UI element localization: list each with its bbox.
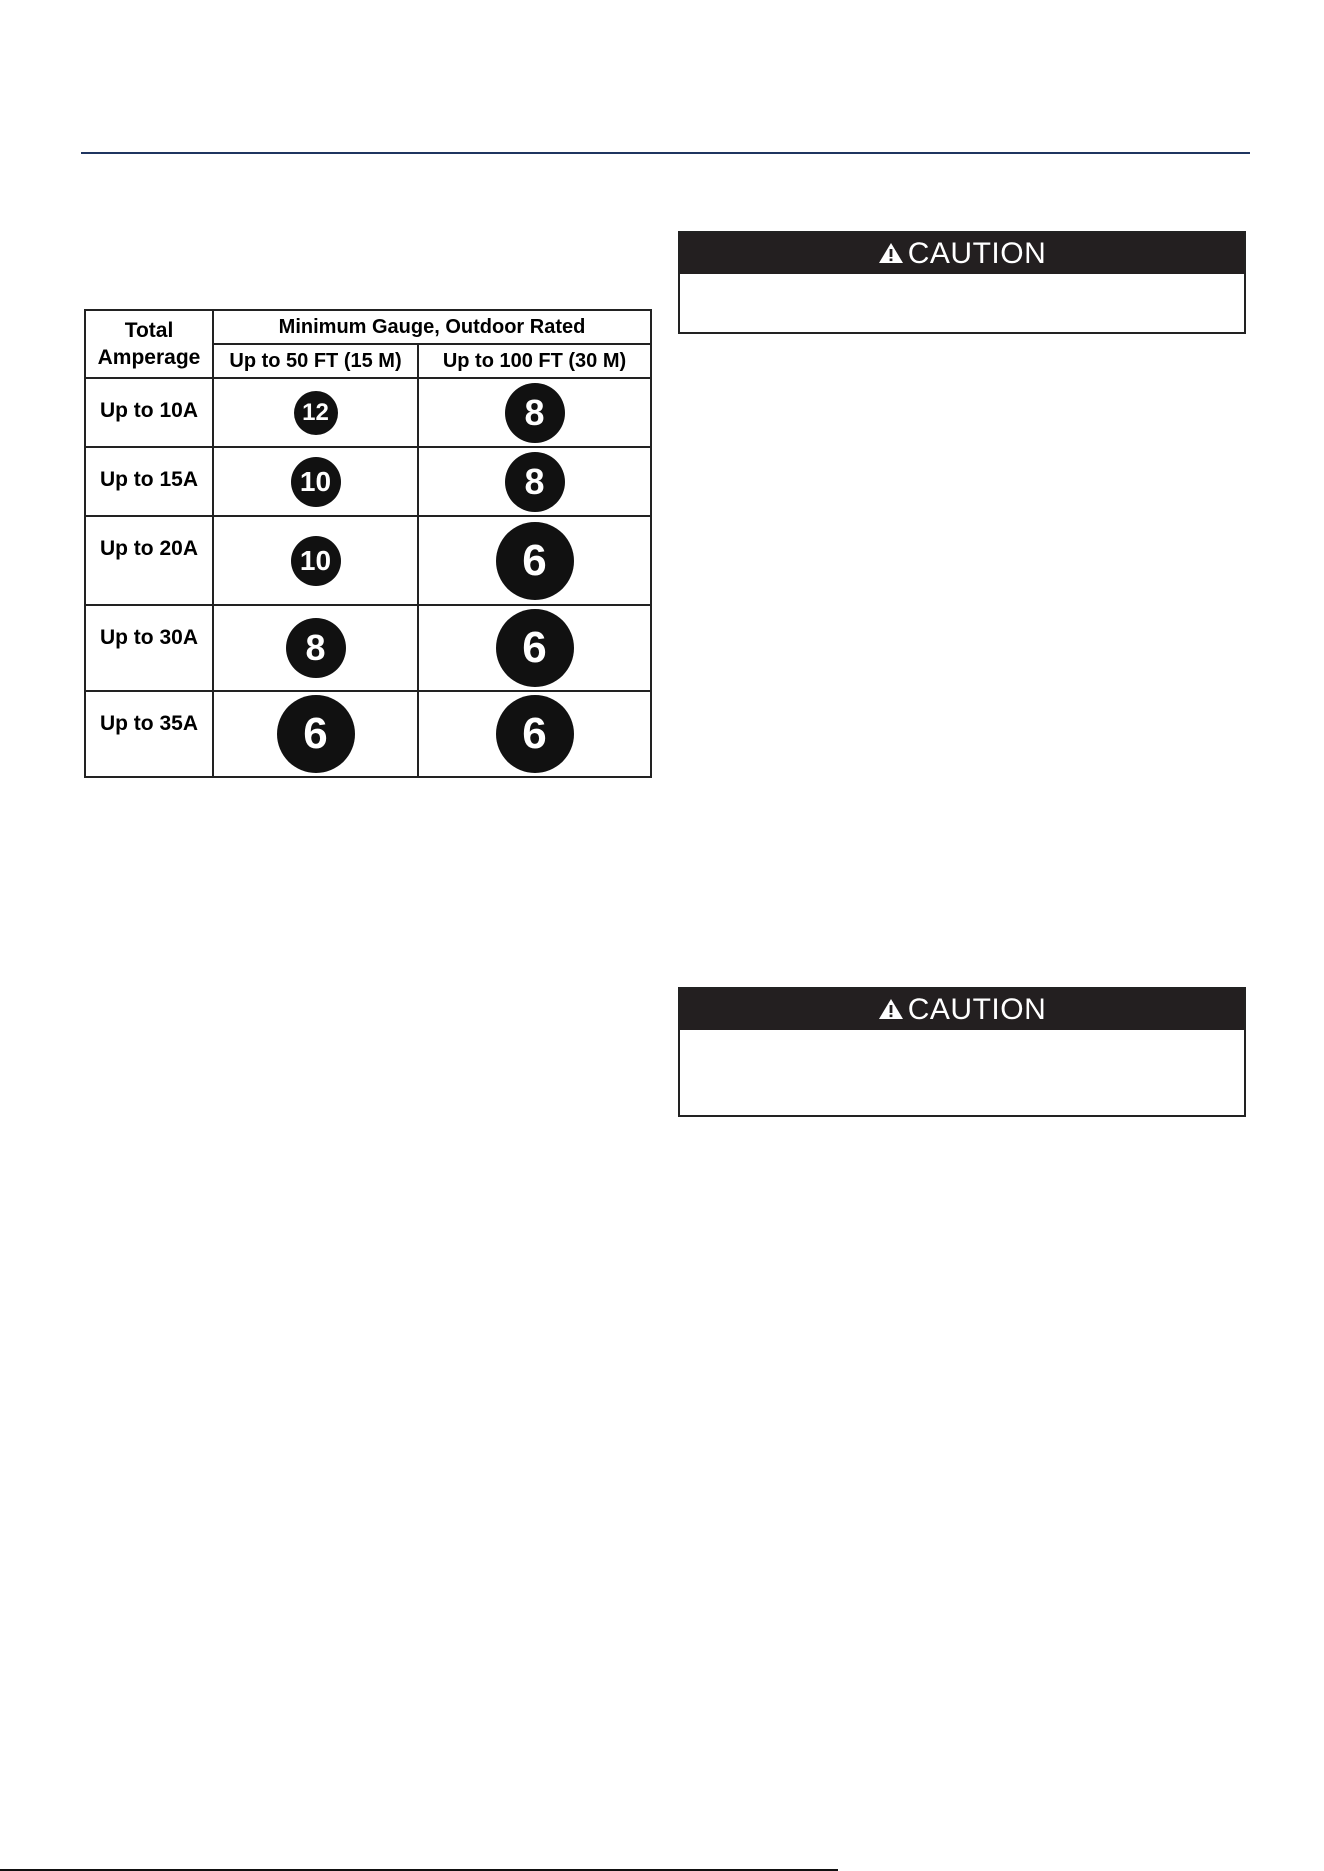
warning-triangle-icon xyxy=(878,242,904,264)
header-total-amperage xyxy=(85,310,213,378)
amperage-cell: Up to 10A xyxy=(85,378,213,447)
table-row xyxy=(85,605,651,691)
header-minimum-gauge: Minimum Gauge, Outdoor Rated xyxy=(213,310,651,344)
caution-header xyxy=(680,989,1244,1030)
gauge-100-cell xyxy=(418,605,651,691)
gauge-50-cell xyxy=(213,378,418,447)
gauge-badge: 8 xyxy=(505,452,565,512)
extension-cord-gauge-table xyxy=(84,309,652,778)
caution-label: CAUTION xyxy=(907,992,1047,1026)
gauge-50-cell xyxy=(213,516,418,605)
gauge-badge: 12 xyxy=(294,391,338,435)
amperage-cell: Up to 15A xyxy=(85,447,213,516)
table-row xyxy=(85,691,651,777)
gauge-badge: 10 xyxy=(291,536,341,586)
gauge-100-cell xyxy=(418,378,651,447)
gauge-50-cell xyxy=(213,605,418,691)
gauge-100-cell xyxy=(418,691,651,777)
header-rule xyxy=(81,152,1250,154)
gauge-100-cell xyxy=(418,516,651,605)
caution-label: CAUTION xyxy=(907,236,1047,270)
caution-box xyxy=(678,231,1246,334)
gauge-50-cell xyxy=(213,691,418,777)
gauge-badge: 6 xyxy=(496,609,574,687)
warning-triangle-icon xyxy=(878,998,904,1020)
header-up-to-100ft: Up to 100 FT (30 M) xyxy=(418,344,651,378)
table-row xyxy=(85,378,651,447)
table-row xyxy=(85,516,651,605)
gauge-badge: 8 xyxy=(286,618,346,678)
gauge-badge: 6 xyxy=(277,695,355,773)
gauge-100-cell xyxy=(418,447,651,516)
table-row xyxy=(85,447,651,516)
amperage-cell: Up to 35A xyxy=(85,691,213,777)
gauge-badge: 10 xyxy=(291,457,341,507)
gauge-badge: 6 xyxy=(496,522,574,600)
amperage-cell: Up to 20A xyxy=(85,516,213,605)
caution-header xyxy=(680,233,1244,274)
gauge-badge: 6 xyxy=(496,695,574,773)
gauge-badge: 8 xyxy=(505,383,565,443)
header-amperage-line2: Amperage xyxy=(97,346,201,369)
caution-box xyxy=(678,987,1246,1117)
header-amperage-line1: Total xyxy=(124,319,174,342)
gauge-50-cell xyxy=(213,447,418,516)
header-up-to-50ft: Up to 50 FT (15 M) xyxy=(213,344,418,378)
amperage-cell: Up to 30A xyxy=(85,605,213,691)
